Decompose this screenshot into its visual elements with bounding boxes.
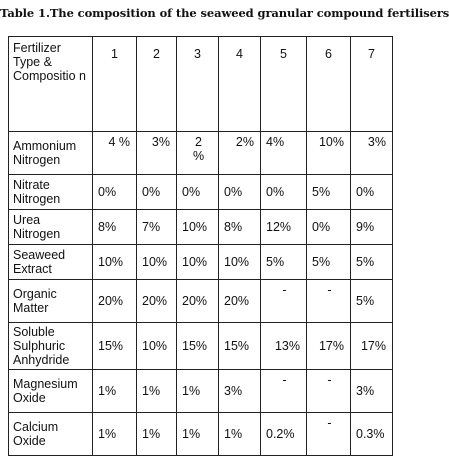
- cell: 3%: [219, 370, 261, 413]
- cell: 3%: [137, 132, 177, 175]
- cell: 10%: [219, 245, 261, 280]
- table-row: [9, 280, 393, 323]
- cell: 0%: [177, 175, 219, 210]
- cell: -: [307, 280, 351, 323]
- cell: 0%: [219, 175, 261, 210]
- cell: 15%: [93, 323, 137, 370]
- cell: 4 %: [93, 132, 137, 175]
- cell: 8%: [219, 210, 261, 245]
- header-col-4: 4: [219, 37, 261, 132]
- cell: 1%: [219, 413, 261, 456]
- cell: 10%: [177, 245, 219, 280]
- cell: 0%: [137, 175, 177, 210]
- cell: 17%: [307, 323, 351, 370]
- cell: 20%: [177, 280, 219, 323]
- header-col-6: 6: [307, 37, 351, 132]
- cell: 0.2%: [261, 413, 307, 456]
- table-row: [9, 245, 393, 280]
- cell: 20%: [219, 280, 261, 323]
- header-col-7: 7: [351, 37, 393, 132]
- cell: 15%: [219, 323, 261, 370]
- cell: 17%: [351, 323, 393, 370]
- table-header-row: [9, 37, 393, 132]
- cell: 5%: [351, 245, 393, 280]
- cell: -: [307, 413, 351, 456]
- header-col-3: 3: [177, 37, 219, 132]
- cell: 1%: [137, 370, 177, 413]
- cell: 0.3%: [351, 413, 393, 456]
- cell: 1%: [177, 370, 219, 413]
- cell: -: [261, 370, 307, 413]
- row-label: Seaweed Extract: [9, 245, 93, 280]
- cell: 1%: [177, 413, 219, 456]
- cell: 10%: [177, 210, 219, 245]
- header-col-1: 1: [93, 37, 137, 132]
- cell: 10%: [307, 132, 351, 175]
- row-label: Soluble Sulphuric Anhydride: [9, 323, 93, 370]
- cell: 3%: [351, 370, 393, 413]
- composition-table: [8, 36, 393, 456]
- table-row: [9, 323, 393, 370]
- cell: 2%: [219, 132, 261, 175]
- cell: 10%: [137, 323, 177, 370]
- row-label: Organic Matter: [9, 280, 93, 323]
- table-row: [9, 413, 393, 456]
- cell: 10%: [93, 245, 137, 280]
- table-row: [9, 175, 393, 210]
- cell: 20%: [137, 280, 177, 323]
- cell: 0%: [93, 175, 137, 210]
- cell: 3%: [351, 132, 393, 175]
- cell: 1%: [93, 413, 137, 456]
- cell: 0%: [307, 210, 351, 245]
- cell: 15%: [177, 323, 219, 370]
- cell: -: [261, 280, 307, 323]
- cell: 1%: [137, 413, 177, 456]
- cell: 1%: [93, 370, 137, 413]
- row-label: Urea Nitrogen: [9, 210, 93, 245]
- cell: 5%: [351, 280, 393, 323]
- cell: 5%: [307, 245, 351, 280]
- cell: 12%: [261, 210, 307, 245]
- cell: 0%: [261, 175, 307, 210]
- table-caption: Table 1.The composition of the seaweed granular compound fertilisers: [0, 6, 449, 20]
- cell: 5%: [261, 245, 307, 280]
- cell: 10%: [137, 245, 177, 280]
- header-col-5: 5: [261, 37, 307, 132]
- cell: 20%: [93, 280, 137, 323]
- cell: 0%: [351, 175, 393, 210]
- row-label: Calcium Oxide: [9, 413, 93, 456]
- cell: 7%: [137, 210, 177, 245]
- row-label: Magnesium Oxide: [9, 370, 93, 413]
- cell: 8%: [93, 210, 137, 245]
- cell: 2 %: [177, 132, 219, 175]
- table-row: [9, 210, 393, 245]
- cell: 9%: [351, 210, 393, 245]
- cell: 13%: [261, 323, 307, 370]
- row-label: Nitrate Nitrogen: [9, 175, 93, 210]
- table-row: [9, 132, 393, 175]
- table-row: [9, 370, 393, 413]
- header-col-2: 2: [137, 37, 177, 132]
- cell: 5%: [307, 175, 351, 210]
- row-label: Ammonium Nitrogen: [9, 132, 93, 175]
- cell: 4%: [261, 132, 307, 175]
- header-type-cell: Fertilizer Type & Compositio n: [9, 37, 93, 132]
- cell: -: [307, 370, 351, 413]
